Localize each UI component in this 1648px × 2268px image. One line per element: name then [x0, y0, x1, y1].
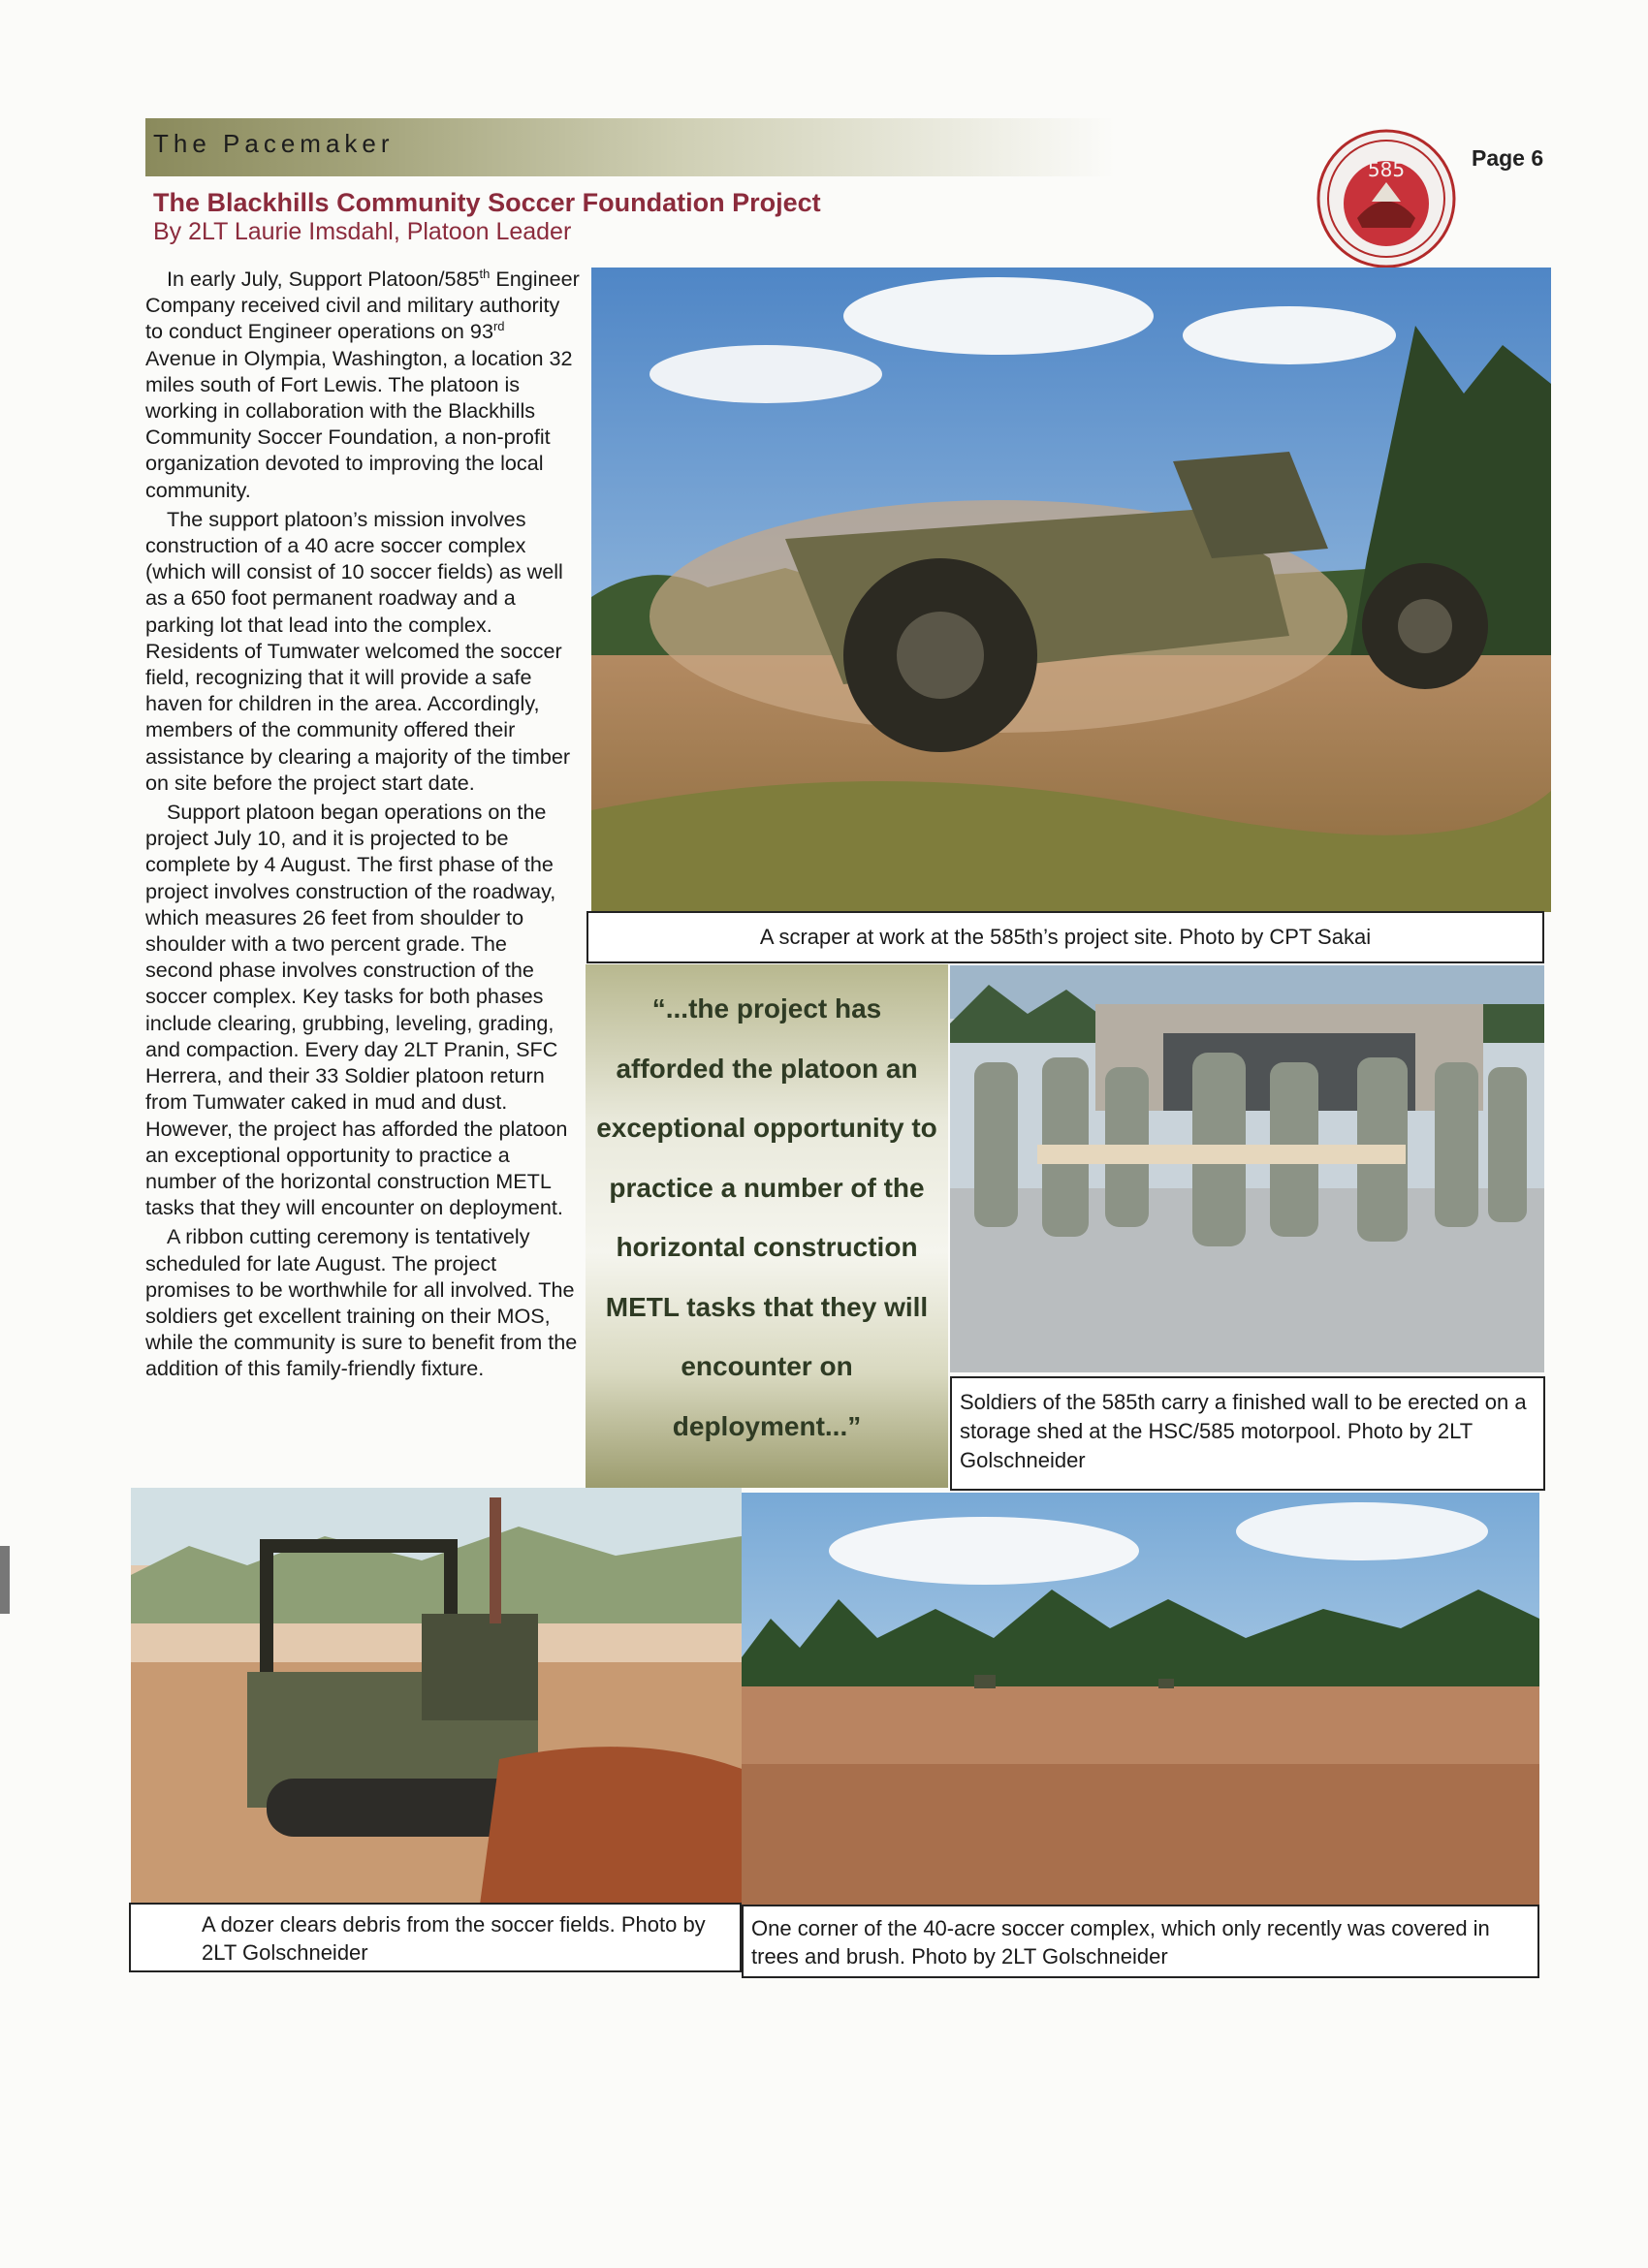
article-byline: By 2LT Laurie Imsdahl, Platoon Leader	[153, 218, 572, 245]
soldiers-photo	[950, 965, 1544, 1372]
unit-seal-logo	[1314, 126, 1459, 271]
dozer-photo-caption: A dozer clears debris from the soccer fields. Photo by 2LT Golschneider	[129, 1903, 742, 1972]
page-number: Page 6	[1472, 145, 1544, 171]
svg-text:585: 585	[1367, 158, 1406, 181]
newsletter-name: The Pacemaker	[153, 129, 395, 158]
article-body	[145, 266, 580, 1385]
article-paragraph: The support platoon’s mission involves construction of a 40 acre soccer complex (which will consist of 10 soccer fields) as well as a 650 foot permanent roadway and a parking lot that lead into the complex. Residents of Tumwater welcomed the soccer field, recognizing that it will provide a safe haven for children in the area. Accordingly, members of the community offered their assistance by clearing a majority of the timber on site before the project start date.	[145, 506, 571, 795]
dozer-photo	[131, 1488, 742, 1905]
article-title: The Blackhills Community Soccer Foundation Project	[153, 188, 821, 217]
scan-edge-mark	[0, 1546, 10, 1614]
pull-quote: “...the project has afforded the platoon an exceptional opportunity to practice a number of the horizontal construction METL tasks that they will encounter on deployment...”	[586, 964, 948, 1488]
scraper-photo-caption: A scraper at work at the 585th’s project site. Photo by CPT Sakai	[586, 911, 1544, 963]
soldiers-photo-caption: Soldiers of the 585th carry a finished wall to be erected on a storage shed at the HSC/585 motorpool. Photo by 2LT Golschneider	[950, 1376, 1545, 1491]
scraper-photo	[591, 268, 1551, 912]
soccer-field-photo-caption: One corner of the 40-acre soccer complex, which only recently was covered in trees and brush. Photo by 2LT Golschneider	[742, 1905, 1539, 1978]
soccer-field-photo	[742, 1493, 1539, 1905]
article-paragraph: In early July, Support Platoon/585th Engineer Company received civil and military authority to conduct Engineer operations on 93rd Avenue in Olympia, Washington, a location 32 miles south of Fort Lewis. The platoon is working in collaboration with the Blackhills Community Soccer Foundation, a non-profit organization devoted to improving the local community.	[145, 266, 580, 502]
article-paragraph: A ribbon cutting ceremony is tentatively scheduled for late August. The project promises to be worthwhile for all involved. The soldiers get excellent training on their MOS, while the community is sure to benefit from the addition of this family-friendly fixture.	[145, 1224, 578, 1381]
article-paragraph: Support platoon began operations on the project July 10, and it is projected to be complete by 4 August. The first phase of the project involves construction of the roadway, which measures 26 feet from shoulder to shoulder with a two percent grade. The second phase involves construction of the soccer complex. Key tasks for both phases include clearing, grubbing, leveling, grading, and compaction. Every day 2LT Pranin, SFC Herrera, and their 33 Soldier platoon return from Tumwater caked in mud and dust. However, the project has afforded the platoon an exceptional opportunity to practice a number of the horizontal construction METL tasks that they will encounter on deployment.	[145, 800, 568, 1220]
